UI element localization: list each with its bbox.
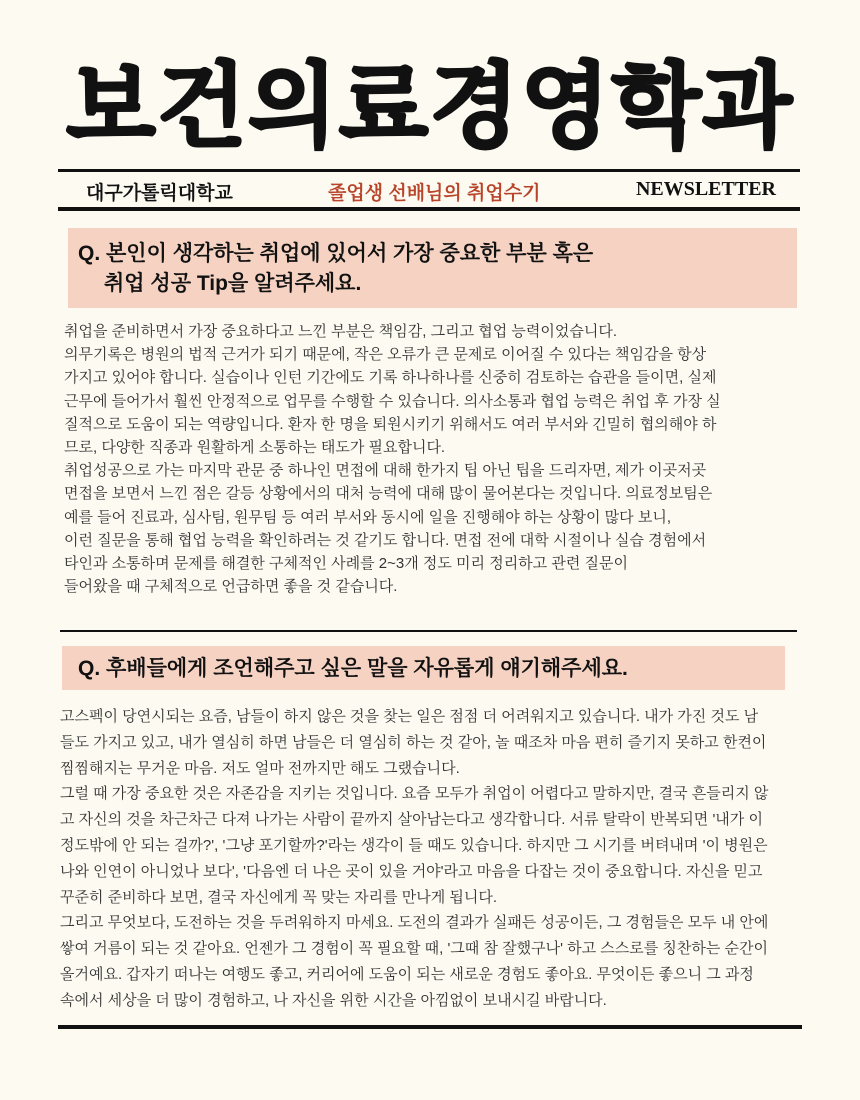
answer-2-line: 찜찜해지는 무거운 마음. 저도 얼마 전까지만 해도 그랬습니다. [60, 759, 460, 777]
question-2-line: Q. 후배들에게 조언해주고 싶은 말을 자유롭게 얘기해주세요. [78, 657, 628, 680]
question-1-line: 취업 성공 Tip을 알려주세요. [104, 272, 362, 295]
answer-1-line: 이런 질문을 통해 협업 능력을 확인하려는 것 같기도 합니다. 면접 전에 대학 시절이나 실습 경험에서 [64, 531, 707, 549]
answer-1-line: 취업을 준비하면서 가장 중요하다고 느낀 부분은 책임감, 그리고 협업 능력이었습니다. [64, 323, 617, 340]
answer-1-line: 의무기록은 병원의 법적 근거가 되기 때문에, 작은 오류가 큰 문제로 이어질 수 있다는 책임감을 항상 [64, 346, 707, 364]
masthead [62, 178, 800, 206]
section-title: 졸업생 선배님의 취업수기 [328, 183, 541, 204]
answer-1-line: 근무에 들어가서 훨씬 안정적으로 업무를 수행할 수 있습니다. 의사소통과 협업 능력은 취업 후 가장 실 [64, 392, 721, 410]
bottom-rule [58, 1025, 802, 1029]
newsletter-label: NEWSLETTER [635, 178, 776, 200]
answer-1-line: 타인과 소통하며 문제를 해결한 구체적인 사례를 2~3개 정도 미리 정리하고 관련 질문이 [64, 555, 628, 573]
answer-2-line: 들도 가지고 있고, 내가 열심히 하면 남들은 더 열심히 하는 것 같아, 놀 때조차 마음 편히 즐기지 못하고 한켠이 [60, 733, 767, 751]
answer-1-line: 므로, 다양한 직종과 원활하게 소통하는 태도가 필요합니다. [64, 439, 446, 457]
question-2-box [62, 646, 785, 690]
answer-2-line: 정도밖에 안 되는 걸까?', '그냥 포기할까?'라는 생각이 들 때도 있습니다. 하지만 그 시기를 버텨내며 '이 병원은 [60, 836, 768, 854]
answer-1-line: 예를 들어 진료과, 심사팀, 원무팀 등 여러 부서와 동시에 일을 진행해야 하는 상황이 많다 보니, [64, 508, 671, 526]
masthead-bottom-rule [58, 207, 800, 211]
answer-1-line: 질적으로 도움이 되는 역량입니다. 환자 한 명을 퇴원시키기 위해서도 여러 부서와 긴밀히 협의해야 하 [64, 415, 717, 433]
university-name: 대구가톨릭대학교 [86, 183, 233, 204]
answer-1-line: 가지고 있어야 합니다. 실습이나 인턴 기간에도 기록 하나하나를 신중히 검토하는 습관을 들이면, 실제 [64, 369, 717, 387]
question-1-line: Q. 본인이 생각하는 취업에 있어서 가장 중요한 부분 혹은 [78, 242, 594, 265]
answer-2-line: 쌓여 거름이 되는 것 같아요. 언젠가 그 경험이 꼭 필요할 때, '그때 참 잘했구나' 하고 스스로를 칭찬하는 순간이 [60, 940, 768, 958]
answer-1 [64, 320, 721, 598]
answer-2-line: 속에서 세상을 더 많이 경험하고, 나 자신을 위한 시간을 아낌없이 보내시길 바랍니다. [60, 991, 607, 1009]
newsletter-title: 보건의료경영학과 [66, 56, 794, 158]
section-divider [60, 630, 797, 632]
answer-1-line: 면접을 보면서 느낀 점은 갈등 상황에서의 대처 능력에 대해 많이 물어본다는 것입니다. 의료정보팀은 [64, 485, 713, 503]
answer-2-line: 고스펙이 당연시되는 요즘, 남들이 하지 않은 것을 찾는 일은 점점 더 어려워지고 있습니다. 내가 가진 것도 남 [60, 708, 759, 725]
top-rule [58, 169, 800, 172]
answer-2-line: 그럴 때 가장 중요한 것은 자존감을 지키는 것입니다. 요즘 모두가 취업이 어렵다고 말하지만, 결국 흔들리지 않 [60, 785, 769, 803]
answer-2-line: 그리고 무엇보다, 도전하는 것을 두려워하지 마세요. 도전의 결과가 실패든 성공이든, 그 경험들은 모두 내 안에 [60, 914, 769, 932]
answer-1-line: 들어왔을 때 구체적으로 언급하면 좋을 것 같습니다. [64, 578, 398, 596]
answer-2-line: 나와 인연이 아니었나 보다', '다음엔 더 나은 곳이 있을 거야'라고 마음을 다잡는 것이 중요합니다. 자신을 믿고 [60, 862, 763, 880]
answer-2-line: 올거예요. 갑자기 떠나는 여행도 좋고, 커리어에 도움이 되는 새로운 경험도 좋아요. 무엇이든 좋으니 그 과정 [60, 965, 754, 983]
question-1-box [68, 228, 797, 308]
answer-2-line: 고 자신의 것을 차근차근 다져 나가는 사람이 끝까지 살아남는다고 생각합니다. 서류 탈락이 반복되면 '내가 이 [60, 811, 763, 829]
answer-2 [60, 704, 768, 1014]
answer-1-line: 취업성공으로 가는 마지막 관문 중 하나인 면접에 대해 한가지 팁 아닌 팁을 드리자면, 제가 이곳저곳 [64, 462, 707, 480]
answer-2-line: 꾸준히 준비하다 보면, 결국 자신에게 꼭 맞는 자리를 만나게 됩니다. [60, 888, 498, 906]
